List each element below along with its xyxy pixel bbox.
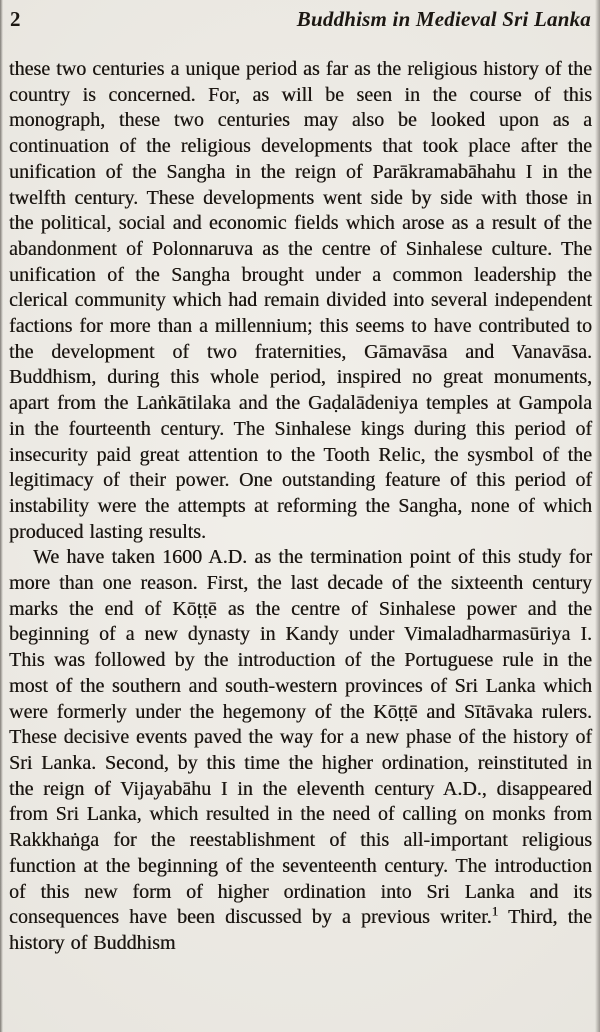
page-number: 2: [10, 7, 21, 31]
page-header: [0, 0, 600, 32]
page-body: [0, 57, 600, 957]
footnote-reference-1: 1: [491, 903, 499, 919]
body-paragraph-2: [9, 545, 592, 956]
running-title: Buddhism in Medieval Sri Lanka: [296, 7, 591, 31]
paragraph-2-continuation: Third, the history of Buddhism: [9, 906, 592, 954]
body-paragraph-1: these two centuries a unique period as far as the religious history of the country is concerned. For, as will be seen in the course of this monograph, these two centuries may also be looked upon as a continuation of the religious developments that took place after the unification of the Sangha in the reign of Parākramabāhahu I in the twelfth century. These developments went side by side with those in the political, social and economic fields which arose as a result of the abandonment of Polonnaruva as the centre of Sinhalese culture. The unification of the Sangha brought under a common leadership the clerical community which had remain divided into several independent factions for more than a millennium; this seems to have contributed to the development of two fraternities, Gāmavāsa and Vanavāsa. Buddhism, during this whole period, inspired no great monuments, apart from the Laṅkātilaka and the Gaḍalādeniya temples at Gampola in the fourteenth century. The Sinhalese kings during this period of insecurity paid great attention to the Tooth Relic, the sysmbol of the legitimacy of their power. One outstanding feature of this period of instability were the attempts at reforming the Sangha, none of which produced lasting results.: [9, 58, 592, 543]
paragraph-2-text: We have taken 1600 A.D. as the termination point of this study for more than one reason. First, the last decade of the sixteenth century marks the end of Kōṭṭē as the centre of Sinhalese power and the beginning of a new dynasty in Kandy under Vimaladharmasūriya I. This was followed by the introduction of the Portuguese rule in the most of the southern and south-western provinces of Sri Lanka which were formerly under the hegemony of the Kōṭṭē and Sītāvaka rulers. These decisive events paved the way for a new phase of the history of Sri Lanka. Second, by this time the higher ordination, reinstituted in the reign of Vijayabāhu I in the eleventh century A.D., disappeared from Sri Lanka, which resulted in the need of calling on monks from Rakkhaṅga for the reestablishment of this all-important religious function at the beginning of the seventeenth century. The introduction of this new form of higher ordination into Sri Lanka and its consequences have been discussed by a previous writer.: [9, 546, 592, 929]
